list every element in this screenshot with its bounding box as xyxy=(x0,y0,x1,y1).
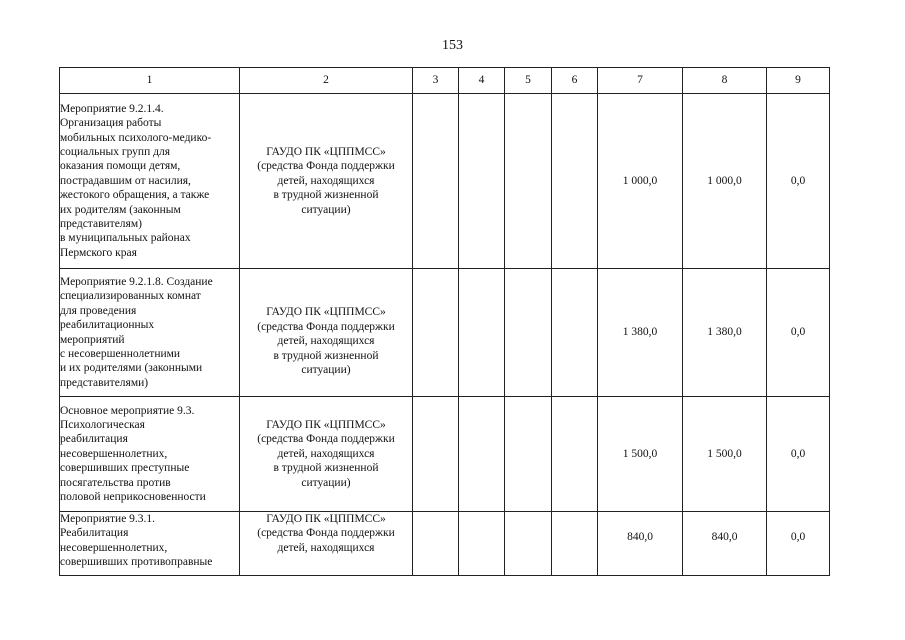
empty-cell xyxy=(413,94,459,269)
executor-line: ситуации) xyxy=(301,364,351,377)
empty-cell xyxy=(552,397,598,512)
header-col-5: 5 xyxy=(505,68,552,94)
executor-line: в трудной жизненной xyxy=(273,349,379,362)
empty-cell xyxy=(505,512,552,576)
header-col-9: 9 xyxy=(767,68,830,94)
activity-line: пострадавшим от насилия, xyxy=(60,174,191,187)
activity-cell xyxy=(60,94,240,269)
executor-line: (средства Фонда поддержки xyxy=(257,527,395,540)
empty-cell xyxy=(459,94,505,269)
activity-line: для проведения xyxy=(60,304,137,317)
executor-line: ГАУДО ПК «ЦППМСС» xyxy=(266,306,386,319)
activity-line: с несовершеннолетними xyxy=(60,347,181,360)
executor-line: ситуации) xyxy=(301,203,351,216)
empty-cell xyxy=(459,397,505,512)
activity-line: Организация работы xyxy=(60,117,162,130)
activity-line: мобильных психолого-медико- xyxy=(60,131,212,144)
empty-cell xyxy=(505,397,552,512)
value-col-8: 1 000,0 xyxy=(683,94,767,269)
value-col-8: 840,0 xyxy=(683,512,767,576)
value-col-7: 840,0 xyxy=(598,512,683,576)
executor-cell xyxy=(240,512,413,576)
activity-line: несовершеннолетних, xyxy=(60,447,168,460)
activity-line: совершивших преступные xyxy=(60,462,190,475)
activity-cell xyxy=(60,397,240,512)
value-col-9: 0,0 xyxy=(767,94,830,269)
executor-line: детей, находящихся xyxy=(277,174,375,187)
executor-line: ГАУДО ПК «ЦППМСС» xyxy=(266,145,386,158)
header-row xyxy=(60,68,830,94)
value-col-7: 1 500,0 xyxy=(598,397,683,512)
executor-line: детей, находящихся xyxy=(277,541,375,554)
empty-cell xyxy=(552,94,598,269)
value-col-7: 1 380,0 xyxy=(598,269,683,397)
activity-line: реабилитация xyxy=(60,433,128,446)
activity-cell xyxy=(60,512,240,576)
header-col-6: 6 xyxy=(552,68,598,94)
budget-table xyxy=(59,67,830,576)
activity-line: совершивших противоправные xyxy=(60,556,213,569)
header-col-3: 3 xyxy=(413,68,459,94)
activity-line: Мероприятие 9.3.1. xyxy=(60,513,156,525)
header-col-2: 2 xyxy=(240,68,413,94)
executor-line: (средства Фонда поддержки xyxy=(257,433,395,446)
executor-line: ситуации) xyxy=(301,476,351,489)
activity-line: Пермского края xyxy=(60,246,137,259)
activity-line: социальных групп для xyxy=(60,145,170,158)
activity-line: Основное мероприятие 9.3. xyxy=(60,404,195,417)
activity-line: Реабилитация xyxy=(60,527,129,540)
executor-cell xyxy=(240,397,413,512)
page-number: 153 xyxy=(442,38,463,53)
empty-cell xyxy=(552,269,598,397)
empty-cell xyxy=(505,94,552,269)
activity-line: представителями) xyxy=(60,376,149,389)
executor-line: детей, находящихся xyxy=(277,447,375,460)
empty-cell xyxy=(413,512,459,576)
value-col-9: 0,0 xyxy=(767,512,830,576)
activity-line: мероприятий xyxy=(60,333,125,346)
executor-line: (средства Фонда поддержки xyxy=(257,160,395,173)
header-col-1: 1 xyxy=(60,68,240,94)
activity-line: посягательства против xyxy=(60,476,171,489)
value-col-7: 1 000,0 xyxy=(598,94,683,269)
table-row xyxy=(60,397,830,512)
header-col-7: 7 xyxy=(598,68,683,94)
empty-cell xyxy=(413,269,459,397)
empty-cell xyxy=(552,512,598,576)
activity-line: оказания помощи детям, xyxy=(60,160,181,173)
activity-line: несовершеннолетних, xyxy=(60,541,168,554)
activity-line: специализированных комнат xyxy=(60,290,201,303)
table-row xyxy=(60,94,830,269)
activity-line: их родителям (законным xyxy=(60,203,181,216)
empty-cell xyxy=(459,512,505,576)
value-col-9: 0,0 xyxy=(767,397,830,512)
activity-line: жестокого обращения, а также xyxy=(60,189,210,202)
activity-line: половой неприкосновенности xyxy=(60,491,206,504)
activity-line: Психологическая xyxy=(60,418,145,431)
empty-cell xyxy=(413,397,459,512)
activity-line: представителям) xyxy=(60,218,142,231)
executor-line: ГАУДО ПК «ЦППМСС» xyxy=(266,513,386,525)
value-col-8: 1 380,0 xyxy=(683,269,767,397)
empty-cell xyxy=(459,269,505,397)
table-row xyxy=(60,512,830,576)
empty-cell xyxy=(505,269,552,397)
executor-line: в трудной жизненной xyxy=(273,189,379,202)
executor-line: ГАУДО ПК «ЦППМСС» xyxy=(266,418,386,431)
activity-line: и их родителями (законными xyxy=(60,362,203,375)
executor-cell xyxy=(240,94,413,269)
executor-line: (средства Фонда поддержки xyxy=(257,320,395,333)
activity-line: Мероприятие 9.2.1.8. Создание xyxy=(60,275,213,288)
activity-line: Мероприятие 9.2.1.4. xyxy=(60,102,164,115)
executor-line: детей, находящихся xyxy=(277,335,375,348)
value-col-9: 0,0 xyxy=(767,269,830,397)
table-row xyxy=(60,269,830,397)
executor-cell xyxy=(240,269,413,397)
value-col-8: 1 500,0 xyxy=(683,397,767,512)
header-col-4: 4 xyxy=(459,68,505,94)
activity-cell xyxy=(60,269,240,397)
header-col-8: 8 xyxy=(683,68,767,94)
executor-line: в трудной жизненной xyxy=(273,462,379,475)
activity-line: реабилитационных xyxy=(60,319,155,332)
activity-line: в муниципальных районах xyxy=(60,232,191,245)
